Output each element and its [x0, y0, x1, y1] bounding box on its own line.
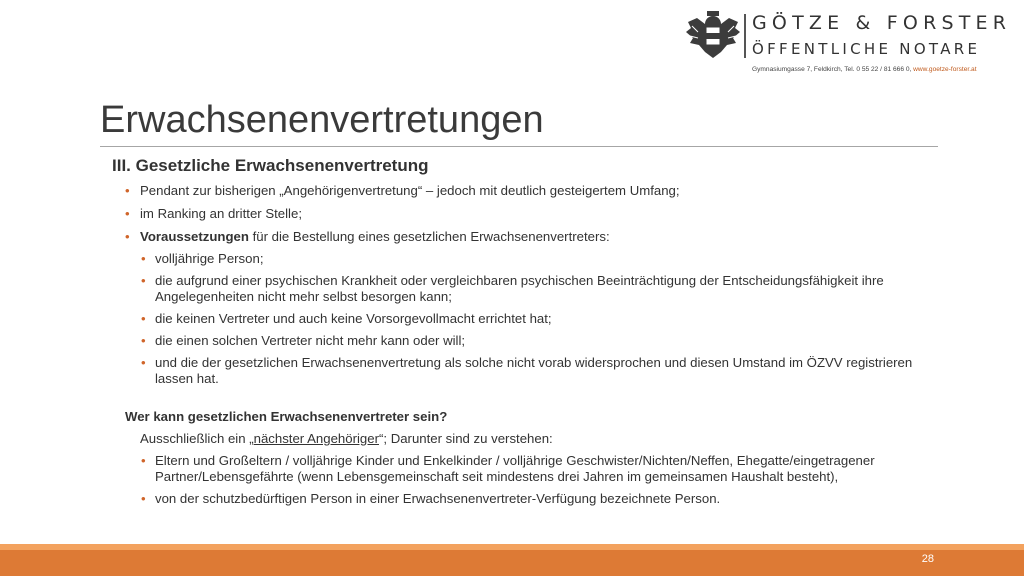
firm-address	[752, 66, 977, 73]
bullet-item: • Pendant zur bisherigen „Angehörigenvertretung“ – jedoch mit deutlich gesteigertem Umfang;	[100, 183, 940, 199]
address-text: Gymnasiumgasse 7, Feldkirch, Tel. 0 55 22 / 81 666 0,	[752, 66, 914, 73]
sub-bullet-item: • die aufgrund einer psychischen Krankheit oder vergleichbaren psychischen Beeinträchtigung der Entscheidungsfähigkeit ihre Angelegenheiten nicht mehr selbst besorgen kann;	[100, 273, 940, 305]
footer-bar	[0, 544, 1024, 576]
bullet-item: • im Ranking an dritter Stelle;	[100, 206, 940, 222]
requirements-rest: für die Bestellung eines gesetzlichen Erwachsenenvertreters:	[248, 229, 610, 244]
who-bullet-item: • von der schutzbedürftigen Person in einer Erwachsenenvertreter-Verfügung bezeichnete Person.	[100, 491, 940, 507]
page-number: 28	[921, 553, 934, 565]
sub-bullet-item: • die keinen Vertreter und auch keine Vorsorgevollmacht errichtet hat;	[100, 311, 940, 327]
logo-separator	[744, 14, 746, 58]
firm-subtitle: ÖFFENTLICHE NOTARE	[752, 40, 981, 58]
website-link[interactable]: www.goetze-forster.at	[913, 66, 977, 73]
slide-content	[100, 156, 940, 507]
who-text-underlined: nächster Angehöriger	[253, 431, 379, 446]
slide-title: Erwachsenenvertretungen	[100, 99, 544, 141]
who-paragraph	[140, 431, 940, 447]
section-heading: III. Gesetzliche Erwachsenenvertretung	[112, 156, 429, 175]
who-text-after: “; Darunter sind zu verstehen:	[378, 431, 553, 446]
who-text-before: Ausschließlich ein „	[140, 431, 254, 446]
requirements-lead: Voraussetzungen	[140, 229, 249, 244]
sub-bullet-item: • volljährige Person;	[100, 251, 940, 267]
sub-bullet-item: • und die der gesetzlichen Erwachsenenvertretung als solche nicht vorab widersprochen und diesen Umstand im ÖZVV registrieren lassen hat.	[100, 355, 940, 387]
who-heading: Wer kann gesetzlichen Erwachsenenvertreter sein?	[125, 409, 448, 424]
firm-name: GÖTZE & FORSTER	[752, 12, 1012, 34]
title-divider	[100, 146, 938, 147]
eagle-emblem-icon	[684, 10, 742, 62]
who-bullet-item: • Eltern und Großeltern / volljährige Kinder und Enkelkinder / volljährige Geschwister/Nichten/Neffen, Ehegatte/eingetragener Partner/Lebensgefährte (wenn Lebensgemeinschaft seit mindestens drei Jahren im gemeinsamen Haushalt besteht),	[100, 453, 940, 485]
sub-bullet-item: • die einen solchen Vertreter nicht mehr kann oder will;	[100, 333, 940, 349]
bullet-item-requirements	[100, 229, 940, 245]
